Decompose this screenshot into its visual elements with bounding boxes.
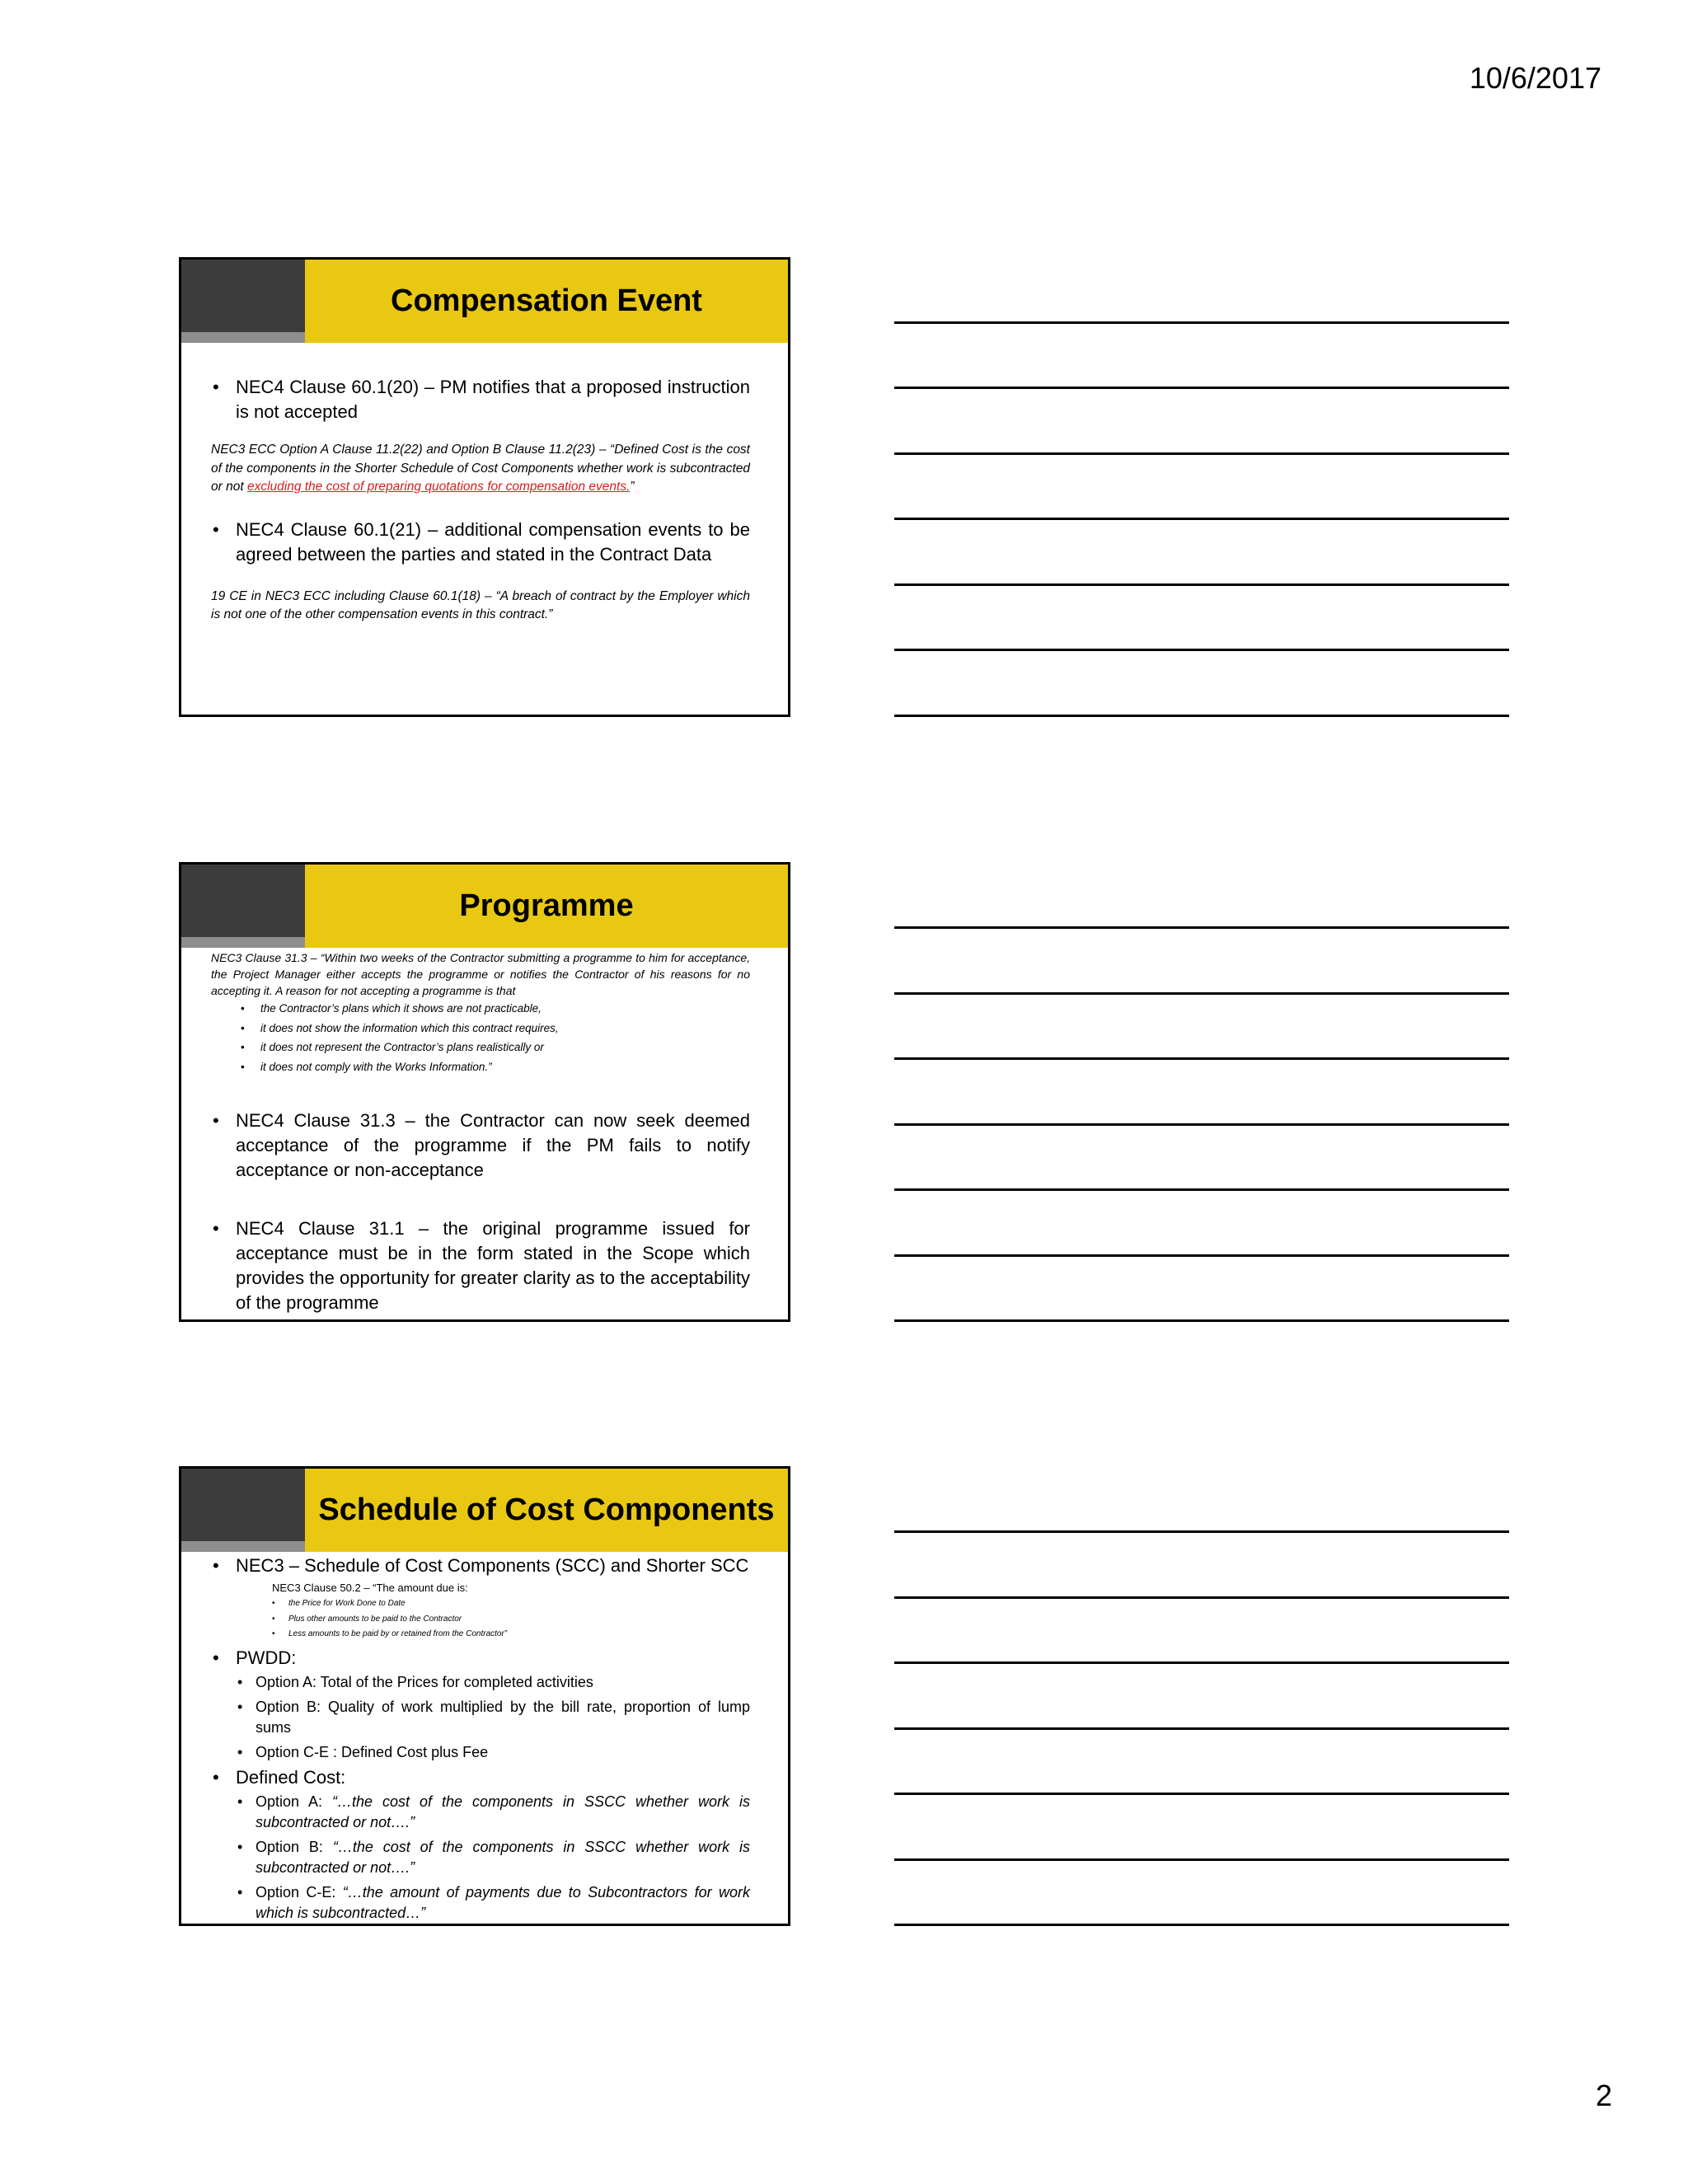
list-item: • it does not show the information which this contract requires, — [241, 1019, 750, 1038]
sub-bullet-item: • Option B: Quality of work multiplied by the bill rate, proportion of lump sums — [237, 1697, 750, 1738]
notes-line — [894, 1661, 1509, 1664]
notes-line — [894, 1924, 1509, 1926]
notes-line — [894, 649, 1509, 651]
bullet-item: • Defined Cost: — [211, 1765, 750, 1790]
notes-line — [894, 387, 1509, 389]
notes-line — [894, 1596, 1509, 1599]
header-dark-block — [181, 1469, 305, 1541]
page-number: 2 — [1595, 2079, 1612, 2112]
subnote-list — [241, 999, 750, 1076]
list-item: • the Price for Work Done to Date — [272, 1596, 750, 1612]
notes-line — [894, 1188, 1509, 1191]
list-item: • it does not comply with the Works Information.” — [241, 1057, 750, 1077]
slide-header — [305, 1469, 788, 1552]
note-text: NEC3 Clause 31.3 – “Within two weeks of the Contractor submitting a programme to him for acceptance, the Project Manager either accepts the programme or notifies the Contractor of his reasons for no accepting it. A reason for not accepting a programme is that — [211, 951, 750, 997]
slide-header — [305, 865, 788, 948]
bullet-item: • NEC4 Clause 60.1(21) – additional compensation events to be agreed between the parties and stated in the Contract Data — [211, 518, 750, 567]
bullet-item: • NEC4 Clause 60.1(20) – PM notifies that a proposed instruction is not accepted — [211, 375, 750, 424]
notes-line — [894, 1727, 1509, 1730]
notes-line — [894, 1793, 1509, 1795]
slide-compensation-event — [179, 257, 790, 717]
bullet-item: • NEC4 Clause 31.3 – the Contractor can now seek deemed acceptance of the programme if the PM fails to notify acceptance or non-acceptance — [211, 1108, 750, 1183]
slide-programme — [179, 862, 790, 1322]
notes-line — [894, 1123, 1509, 1126]
notes-line — [894, 452, 1509, 455]
slide-title: Programme — [459, 888, 634, 923]
bullet-item: • NEC4 Clause 31.1 – the original programme issued for acceptance must be in the form stated in the Scope which provides the opportunity for greater clarity as to the acceptability of the programme — [211, 1216, 750, 1315]
slide-title: Schedule of Cost Components — [318, 1493, 775, 1527]
slide-body — [211, 343, 750, 715]
list-item: • Plus other amounts to be paid to the Contractor — [272, 1612, 750, 1628]
slide-body — [211, 948, 750, 1319]
sub-bullet-item: • Option A: Total of the Prices for completed activities — [237, 1672, 750, 1693]
notes-line — [894, 1858, 1509, 1861]
notes-line — [894, 1530, 1509, 1533]
note-text: NEC3 ECC Option A Clause 11.2(22) and Option B Clause 11.2(23) – “Defined Cost is the cost of the components in the Shorter Schedule of Cost Components whether work is subcontracted or not excluding the cost of preparing quotations for compensation events.” — [211, 443, 750, 494]
slide-title: Compensation Event — [391, 284, 702, 318]
list-item: • the Contractor’s plans which it shows are not practicable, — [241, 999, 750, 1019]
notes-line — [894, 926, 1509, 929]
header-dark-block — [181, 260, 305, 332]
highlighted-text: excluding the cost of preparing quotations for compensation events. — [246, 480, 631, 494]
page-date: 10/6/2017 — [1469, 61, 1601, 95]
list-item: • Less amounts to be paid by or retained from the Contractor” — [272, 1627, 750, 1643]
notes-line — [894, 1254, 1509, 1257]
sub-bullet-item: • Option C-E : Defined Cost plus Fee — [237, 1742, 750, 1763]
sub-bullet-item: • Option A: “…the cost of the components in SSCC whether work is subcontracted or not….” — [237, 1792, 750, 1833]
notes-line — [894, 715, 1509, 717]
slide-body — [211, 1552, 750, 1924]
notes-line — [894, 583, 1509, 586]
notes-line — [894, 1319, 1509, 1322]
sub-bullet-item: • Option B: “…the cost of the components in SSCC whether work is subcontracted or not….” — [237, 1837, 750, 1878]
notes-line — [894, 1057, 1509, 1060]
sub-bullet-item: • Option C-E: “…the amount of payments due to Subcontractors for work which is subcontracted…” — [237, 1882, 750, 1924]
bullet-item: • PWDD: — [211, 1646, 750, 1671]
clause-list — [272, 1596, 750, 1643]
bullet-item: • NEC3 – Schedule of Cost Components (SCC) and Shorter SCC — [211, 1554, 750, 1578]
notes-line — [894, 992, 1509, 995]
notes-line — [894, 518, 1509, 520]
header-dark-block — [181, 865, 305, 937]
header-stripe — [181, 1541, 305, 1552]
slide-schedule-of-cost-components — [179, 1466, 790, 1926]
list-item: • it does not represent the Contractor’s plans realistically or — [241, 1038, 750, 1057]
clause-heading: NEC3 Clause 50.2 – “The amount due is: — [272, 1582, 468, 1594]
header-stripe — [181, 332, 305, 343]
notes-line — [894, 321, 1509, 324]
slide-header — [305, 260, 788, 343]
header-stripe — [181, 937, 305, 948]
note-text: 19 CE in NEC3 ECC including Clause 60.1(18) – “A breach of contract by the Employer which is not one of the other compensation events in this contract.” — [211, 588, 750, 621]
